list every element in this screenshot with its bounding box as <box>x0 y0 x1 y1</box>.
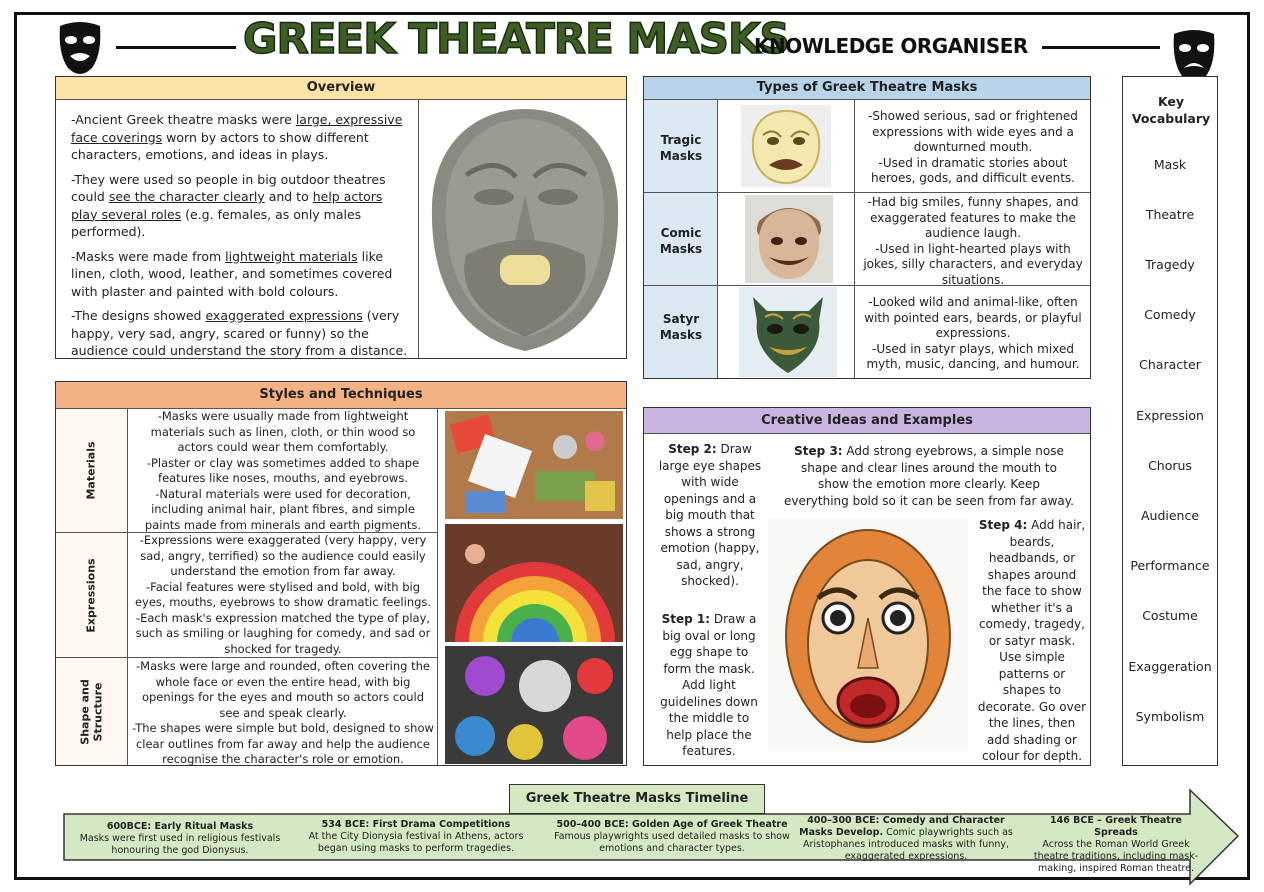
text: exaggerated expressions <box>205 308 363 323</box>
styles-heading: Styles and Techniques <box>56 382 626 409</box>
text: Masks <box>659 328 703 342</box>
craft-materials-photo <box>445 411 623 523</box>
text: 600BCE: Early Ritual Masks <box>106 821 254 832</box>
text: -They were used so people in big outdoor theatres could <box>71 171 386 204</box>
overview-text <box>71 111 411 367</box>
types-divider <box>854 100 855 378</box>
type-label-tragic <box>644 132 718 164</box>
type-label-comic <box>644 225 718 257</box>
page-subtitle: KNOWLEDGE ORGANISER <box>754 34 1028 58</box>
text: Draw large eye shapes with wide openings and a big mouth that shows a strong emotion (happy, sad, angry, shocked). <box>658 442 762 588</box>
type-text-tragic: -Showed serious, sad or frightened expressions with wide eyes and a downturned mouth. -Used in dramatic stories about heroes, gods, and difficult events. <box>868 109 1078 185</box>
vocabulary-panel <box>1122 76 1218 766</box>
vocab-word: Comedy <box>1144 307 1196 322</box>
text: 534 BCE: First Drama Competitions <box>321 819 511 830</box>
type-text-comic: -Had big smiles, funny shapes, and exaggerated features to make the audience laugh. -Used in light-hearted plays with jokes, silly characters, and everyday situations. <box>863 195 1083 287</box>
text: help actors play several roles <box>71 189 383 222</box>
page-title: GREEK THEATRE MASKS <box>243 14 789 63</box>
timeline-item <box>306 819 526 855</box>
type-text-satyr: -Looked wild and animal-like, often with pointed ears, beards, or playful expressions. -Used in satyr plays, which mixed myth, music, dancing, and humour. <box>864 295 1082 371</box>
text: Structure <box>91 682 105 741</box>
overview-paragraph <box>71 111 411 164</box>
text: Greek Theatre Masks Timeline <box>525 791 749 806</box>
creative-step-1 <box>654 611 764 760</box>
vocab-word: Mask <box>1153 157 1187 172</box>
timeline-item <box>554 819 790 855</box>
text: Materials <box>85 441 98 500</box>
text: Masks <box>659 149 703 163</box>
style-text-shape: -Masks were large and rounded, often covering the whole face or even the entire head, with big openings for the eyes and mouth so actors could see and speak clearly. -The shapes were simple but bold, designed to show clear outlines from far away and help the audience recognise the character's role or emotion. <box>132 659 434 766</box>
text: large, expressive face coverings <box>71 112 403 145</box>
style-label-expressions <box>56 533 128 657</box>
vocab-word: Symbolism <box>1135 709 1205 724</box>
text: -The designs showed <box>71 308 206 323</box>
style-text-expressions: -Expressions were exaggerated (very happy, very sad, angry, terrified) so the audience could easily understand the emotion from far away. -Facial features were stylised and bold, with big eyes, mouths, eyebrows to show dramatic feelings. -Each mask's expression matched the type of play, such as smiling or laughing for comedy, and sad or shocked for tragedy. <box>134 533 432 656</box>
text: Comic <box>660 226 702 240</box>
text: Step 4: <box>978 518 1028 532</box>
header-rule-right <box>1042 46 1160 49</box>
overview-panel <box>55 76 627 359</box>
text: like linen, cloth, wood, leather, and sometimes covered with plaster and painted with bold colours. <box>71 248 393 299</box>
text: At the City Dionysia festival in Athens, actors began using masks to perform tragedies. <box>308 831 524 854</box>
text: Step 2: <box>668 442 717 456</box>
rainbow-mask-photo <box>445 524 623 646</box>
overview-paragraph <box>71 307 411 360</box>
overview-paragraph <box>71 248 411 301</box>
vocab-word: Exaggeration <box>1128 659 1212 674</box>
text: Masks <box>659 242 703 256</box>
text: and to <box>264 189 313 204</box>
creative-panel <box>643 407 1091 766</box>
types-panel <box>643 76 1091 379</box>
vocab-word: Performance <box>1130 558 1210 573</box>
satyr-mask-image <box>739 287 837 381</box>
style-text-materials: -Masks were usually made from lightweight materials such as linen, cloth, or thin wood so actors could wear them comfortably. -Plaster or clay was sometimes added to shape features like noses, mouths, and eyebrows. -Natural materials were used for decoration, including animal hair, plant fibres, and simple paints made from minerals and earth pigments. <box>144 409 422 532</box>
creative-step-2 <box>658 441 762 590</box>
vocab-word: Chorus <box>1148 458 1192 473</box>
vocab-word: Tragedy <box>1145 257 1195 272</box>
styles-panel <box>55 381 627 766</box>
overview-heading: Overview <box>56 77 626 100</box>
text: Shape and <box>78 678 92 745</box>
creative-heading: Creative Ideas and Examples <box>644 408 1090 434</box>
theatre-mask-icon <box>56 20 104 82</box>
text: 500–400 BCE: Golden Age of Greek Theatre <box>556 819 788 830</box>
timeline-item <box>1028 815 1204 875</box>
collage-materials-photo <box>445 646 623 768</box>
text: Expressions <box>85 557 99 633</box>
text <box>79 679 105 744</box>
text: Masks were first used in religious festivals honouring the god Dionysus. <box>79 833 281 856</box>
text: Comic playwrights such as Aristophanes introduced masks with funny, exaggerated expressions. <box>802 827 1013 862</box>
text: 146 BCE – Greek Theatre Spreads <box>1050 815 1182 838</box>
types-heading: Types of Greek Theatre Masks <box>644 77 1090 100</box>
vocabulary-heading: Key Vocabulary <box>1131 94 1211 126</box>
text: Famous playwrights used detailed masks to show emotions and character types. <box>554 831 790 854</box>
text: Step 1: <box>661 612 711 626</box>
text: lightweight materials <box>225 248 358 264</box>
timeline-item <box>796 815 1016 863</box>
text: (e.g. females, as only males performed). <box>71 206 362 239</box>
text: Across the Roman World Greek theatre traditions, including mask-making, inspired Roman theatre. <box>1033 839 1199 874</box>
header-rule-left <box>116 46 236 49</box>
overview-paragraph <box>71 171 411 241</box>
overview-divider <box>418 100 419 358</box>
creative-step-4 <box>977 517 1087 765</box>
text: -Ancient Greek theatre masks were <box>71 112 296 127</box>
text: Step 3: <box>794 444 843 458</box>
text: -Masks were made from <box>71 248 226 264</box>
text: (very happy, very sad, angry, scared or funny) so the audience could understand the story from a distance. <box>71 308 408 358</box>
text: see the character clearly <box>108 189 265 204</box>
text: Satyr <box>662 312 700 326</box>
text: 400–300 BCE: Comedy and Character Masks Develop. <box>799 815 1005 838</box>
vocab-word: Audience <box>1140 508 1200 523</box>
tragic-mask-image <box>741 105 831 191</box>
vocab-word: Theatre <box>1145 207 1195 222</box>
text: worn by actors to show different characters, emotions, and ideas in plays. <box>71 129 369 162</box>
example-mask-drawing <box>768 518 968 754</box>
stone-mask-image <box>426 105 624 359</box>
text: Add strong eyebrows, a simple nose shape and clear lines around the mouth to show the emotion more clearly. Keep everything bold so it can be seen from far away. <box>784 444 1074 508</box>
text: Tragic <box>660 133 702 147</box>
types-row-divider <box>644 192 1090 193</box>
style-label-materials <box>56 409 128 532</box>
comic-mask-image <box>745 195 833 287</box>
vocab-word: Expression <box>1136 408 1204 423</box>
timeline-item <box>76 821 284 857</box>
text: Draw a big oval or long egg shape to form the mask. Add light guidelines down the middle to help place the features. <box>660 612 758 758</box>
creative-step-3 <box>784 443 1074 509</box>
text: Add hair, beards, headbands, or shapes around the face to show whether it's a comedy, tragedy, or satyr mask. Use simple patterns or shapes to decorate. Go over the lines, then add shading or colour for depth. <box>977 518 1087 763</box>
styles-divider <box>437 408 438 765</box>
vocab-word: Costume <box>1142 608 1198 623</box>
type-label-satyr <box>644 311 718 343</box>
vocab-word: Character <box>1139 357 1201 372</box>
style-label-shape <box>56 658 128 765</box>
